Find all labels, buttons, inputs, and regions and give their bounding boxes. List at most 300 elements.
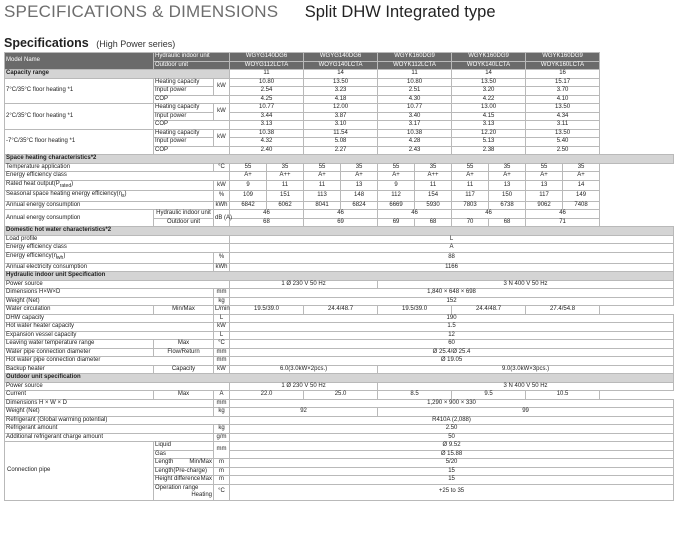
unit: % xyxy=(214,252,230,263)
hot-water-pipe-row xyxy=(5,357,674,366)
row-label: Weight (Net) xyxy=(5,408,214,417)
sub-label: Flow/Return xyxy=(154,348,214,357)
cell: 2.54 xyxy=(230,87,304,96)
cell: 6824 xyxy=(341,201,378,210)
row-label: Power source xyxy=(5,382,230,391)
cell: 150 xyxy=(489,191,526,202)
document-title xyxy=(4,2,496,26)
cell: 2.50 xyxy=(526,146,600,155)
title-subtitle: Split DHW Integrated type xyxy=(304,3,496,21)
load-profile-row xyxy=(5,235,674,244)
row-label: Dimensions H×W×D xyxy=(5,289,214,298)
cell: 4.22 xyxy=(452,95,526,104)
unit: A xyxy=(214,391,230,400)
cell: 35 xyxy=(563,163,600,172)
cell: 3.11 xyxy=(526,121,600,130)
heating-capacity-row xyxy=(5,129,674,138)
capacity-value: 11 xyxy=(378,70,452,79)
cell: 2.51 xyxy=(378,87,452,96)
label-text: ) xyxy=(124,191,127,198)
water-circulation-row xyxy=(5,306,674,315)
row-label: Leaving water temperature range xyxy=(5,340,154,349)
cell: 3.20 xyxy=(452,87,526,96)
row-label: Load profile xyxy=(5,235,230,244)
cell: 2.27 xyxy=(304,146,378,155)
capacity-value: 14 xyxy=(304,70,378,79)
unit: mm xyxy=(214,357,230,366)
cell: 13 xyxy=(489,180,526,191)
cell: 46 xyxy=(230,210,304,219)
cell: 15 xyxy=(230,467,674,476)
cell: 3.87 xyxy=(304,112,378,121)
unit: kg xyxy=(214,408,230,417)
row-label: Additional refrigerant charge amount xyxy=(5,433,214,442)
operation-range-label: Operation range xyxy=(155,484,199,491)
title-main: SPECIFICATIONS & DIMENSIONS xyxy=(4,2,279,21)
cell: 113 xyxy=(304,191,341,202)
cell: 35 xyxy=(341,163,378,172)
outdoor-dimensions-row xyxy=(5,399,674,408)
cell: 3.17 xyxy=(378,121,452,130)
cell: 69 xyxy=(304,218,378,227)
cell: 35 xyxy=(267,163,304,172)
pipe-liquid-label: Liquid xyxy=(155,442,172,449)
cell: A+ xyxy=(489,172,526,181)
indoor-model: WGYK160DG9 xyxy=(452,53,526,62)
cell: L xyxy=(230,235,674,244)
cell: 4.15 xyxy=(452,112,526,121)
sub-label: Max xyxy=(154,391,214,400)
cop-label: COP xyxy=(154,95,230,104)
unit: mm xyxy=(214,348,230,357)
row-label: DHW capacity xyxy=(5,314,214,323)
cell: Ø 25.4/Ø 25.4 xyxy=(230,348,674,357)
sound-indoor-row xyxy=(5,210,674,219)
cell: 154 xyxy=(415,191,452,202)
unit: % xyxy=(214,191,230,202)
cell: 1 Ø 230 V 50 Hz xyxy=(230,280,378,289)
dhw-efficiency-class-row xyxy=(5,244,674,253)
annual-electricity-row xyxy=(5,263,674,272)
outdoor-section-row xyxy=(5,374,674,383)
cell: 10.38 xyxy=(378,129,452,138)
cell: 10.80 xyxy=(230,78,304,87)
section-title: Specifications xyxy=(4,36,89,50)
cell: 1166 xyxy=(230,263,674,272)
unit: m xyxy=(214,476,230,485)
cell: A+ xyxy=(230,172,267,181)
heating-capacity-label: Heating capacity xyxy=(154,129,214,138)
annual-energy-consumption-row xyxy=(5,201,674,210)
row-label: Hot water heater capacity xyxy=(5,323,214,332)
indoor-unit-label: Hydraulic indoor unit xyxy=(154,53,230,62)
row-label: Annual energy consumption xyxy=(5,210,154,227)
refrigerant-row xyxy=(5,416,674,425)
unit: mm xyxy=(214,399,230,408)
row-label xyxy=(5,180,214,191)
unit: kWh xyxy=(214,263,230,272)
connection-pipe-inner xyxy=(6,448,152,493)
label-subscript: rated xyxy=(59,182,72,189)
heating-capacity-row xyxy=(5,104,674,113)
unit: kg xyxy=(214,425,230,434)
sub-label: Capacity xyxy=(154,365,214,374)
unit: kW xyxy=(214,365,230,374)
cell: 3.23 xyxy=(304,87,378,96)
cell: 68 xyxy=(489,218,526,227)
row-label xyxy=(5,191,214,202)
row-label: Power source xyxy=(5,280,230,289)
cell: 68 xyxy=(415,218,452,227)
water-pipe-row xyxy=(5,348,674,357)
cell: A++ xyxy=(267,172,304,181)
input-power-label: Input power xyxy=(154,87,214,96)
cell: 19.5/39.0 xyxy=(378,306,452,315)
cell: 10.77 xyxy=(230,104,304,113)
additional-charge-row xyxy=(5,433,674,442)
cell: 149 xyxy=(563,191,600,202)
cell: A xyxy=(230,244,674,253)
hydraulic-section-row xyxy=(5,272,674,281)
label-text: Rated heat output(P xyxy=(6,180,60,187)
pipe-diameter-cell xyxy=(154,442,214,451)
indoor-model: WGYK160DG9 xyxy=(526,53,600,62)
unit: kW xyxy=(214,180,230,191)
cop-label: COP xyxy=(154,121,230,130)
dhw-efficiency-row xyxy=(5,252,674,263)
cell: 9062 xyxy=(526,201,563,210)
specifications-table xyxy=(4,52,674,501)
outdoor-model: WOYK140LCTA xyxy=(452,61,526,70)
cell: 2.40 xyxy=(230,146,304,155)
cell: 50 xyxy=(230,433,674,442)
space-heating-header: Space heating characteristics*2 xyxy=(5,155,674,164)
expansion-vessel-row xyxy=(5,331,674,340)
cell: 25.0 xyxy=(304,391,378,400)
sub-label: Outdoor unit xyxy=(154,218,214,227)
cell: 3 N 400 V 50 Hz xyxy=(378,280,674,289)
outdoor-model: WOYK112LCTA xyxy=(378,61,452,70)
sub-label: Max xyxy=(154,340,214,349)
connection-pipe-label xyxy=(5,442,154,501)
row-label xyxy=(5,252,214,263)
cell: 13.00 xyxy=(452,104,526,113)
temperature-application-row xyxy=(5,163,674,172)
cell: A+ xyxy=(452,172,489,181)
cell: 13.50 xyxy=(526,129,600,138)
unit: °C xyxy=(214,163,230,172)
hot-water-heater-row xyxy=(5,323,674,332)
cell: 11 xyxy=(452,180,489,191)
cell: 117 xyxy=(452,191,489,202)
indoor-model: WGYG140DG6 xyxy=(230,53,304,62)
condition-label: -7°C/35°C floor heating *1 xyxy=(5,129,154,155)
cell: 3.10 xyxy=(304,121,378,130)
cell: 8041 xyxy=(304,201,341,210)
pipe-length-sub: Min/Max xyxy=(189,459,212,466)
energy-efficiency-class-row xyxy=(5,172,674,181)
cell: 7408 xyxy=(563,201,600,210)
cell: 109 xyxy=(230,191,267,202)
unit: L xyxy=(214,331,230,340)
cell: 55 xyxy=(378,163,415,172)
cell: Ø 9.52 xyxy=(230,442,674,451)
cell: 55 xyxy=(452,163,489,172)
cell: 24.4/48.7 xyxy=(304,306,378,315)
cell: 11 xyxy=(267,180,304,191)
cell: 24.4/48.7 xyxy=(452,306,526,315)
row-label: Expansion vessel capacity xyxy=(5,331,214,340)
cell: R410A (2,088) xyxy=(230,416,674,425)
cell: Ø 15.88 xyxy=(230,450,674,459)
label-text: ) xyxy=(71,180,74,187)
cell: 6.0(3.0kW×2pcs.) xyxy=(230,365,378,374)
cell: 12.20 xyxy=(452,129,526,138)
cop-label: COP xyxy=(154,146,230,155)
cell: 15 xyxy=(230,476,674,485)
current-row xyxy=(5,391,674,400)
cell: 9 xyxy=(378,180,415,191)
pipe-precharge-label: Length(Pre-charge) xyxy=(154,467,214,476)
outdoor-model: WOYG112LCTA xyxy=(230,61,304,70)
pipe-length-label: Length xyxy=(155,459,174,466)
cell: 10.77 xyxy=(378,104,452,113)
outdoor-model: WOYK160LCTA xyxy=(526,61,600,70)
cell: 3.13 xyxy=(230,121,304,130)
indoor-model: WGYK160DG9 xyxy=(378,53,452,62)
cell: 7803 xyxy=(452,201,489,210)
cell: 190 xyxy=(230,314,674,323)
row-label: Refrigerant amount xyxy=(5,425,214,434)
cell: 4.30 xyxy=(378,95,452,104)
indoor-model: WGYG140DG6 xyxy=(304,53,378,62)
unit: m xyxy=(214,459,230,468)
cell: 1.5 xyxy=(230,323,674,332)
cell: 88 xyxy=(230,252,674,263)
cell: A+ xyxy=(341,172,378,181)
label-text: Energy efficiency(η xyxy=(6,252,57,259)
pipe-height-label: Height difference xyxy=(155,476,201,483)
cell: 6669 xyxy=(378,201,415,210)
unit: dB (A) xyxy=(214,210,230,227)
input-power-label: Input power xyxy=(154,138,214,147)
cell: +25 to 35 xyxy=(230,484,674,500)
cell: 6738 xyxy=(489,201,526,210)
cell: 13 xyxy=(341,180,378,191)
cell: 4.32 xyxy=(230,138,304,147)
cell: 60 xyxy=(230,340,674,349)
cell: 3.13 xyxy=(452,121,526,130)
pipe-gas-cell xyxy=(154,450,214,459)
unit: L xyxy=(214,314,230,323)
pipe-height-sub: Max xyxy=(200,476,212,483)
cell: 46 xyxy=(304,210,378,219)
row-label: Energy efficiency class xyxy=(5,244,230,253)
cell: Ø 19.05 xyxy=(230,357,674,366)
cell: 10.38 xyxy=(230,129,304,138)
row-label: Annual electricity consumption xyxy=(5,263,214,272)
refrigerant-amount-row xyxy=(5,425,674,434)
capacity-range-label: Capacity range xyxy=(5,70,230,79)
cell: 1 Ø 230 V 50 Hz xyxy=(230,382,378,391)
row-label: Hot water pipe connection diameter xyxy=(5,357,214,366)
dhw-section-row xyxy=(5,227,674,236)
cell: 4.18 xyxy=(304,95,378,104)
cell: 14 xyxy=(563,180,600,191)
row-label: Weight (Net) xyxy=(5,297,214,306)
space-heating-section-row xyxy=(5,155,674,164)
unit: °C xyxy=(214,340,230,349)
cell: 4.10 xyxy=(526,95,600,104)
dhw-capacity-row xyxy=(5,314,674,323)
cell: 5.08 xyxy=(304,138,378,147)
hydraulic-weight-row xyxy=(5,297,674,306)
rated-heat-output-row xyxy=(5,180,674,191)
cell: 69 xyxy=(378,218,415,227)
cell: 2.43 xyxy=(378,146,452,155)
cell: 8.5 xyxy=(378,391,452,400)
cell: 5.40 xyxy=(526,138,600,147)
cell: 9 xyxy=(230,180,267,191)
outdoor-weight-row xyxy=(5,408,674,417)
hydraulic-dimensions-row xyxy=(5,289,674,298)
outdoor-model: WOYG140LCTA xyxy=(304,61,378,70)
row-label: Temperature application xyxy=(5,163,214,172)
input-power-label: Input power xyxy=(154,112,214,121)
cell: 4.34 xyxy=(526,112,600,121)
label-text: Seasonal space heating energy efficiency(η xyxy=(6,191,122,198)
connection-pipe-text: Connection pipe xyxy=(7,467,51,474)
cell: A++ xyxy=(415,172,452,181)
cell: 4.28 xyxy=(378,138,452,147)
cell: 9.0(3.0kW×3pcs.) xyxy=(378,365,674,374)
cell: 55 xyxy=(526,163,563,172)
cell: 112 xyxy=(378,191,415,202)
cell: 46 xyxy=(452,210,526,219)
cell: 1,290 × 900 × 330 xyxy=(230,399,674,408)
cell: 15.17 xyxy=(526,78,600,87)
outdoor-unit-label: Outdoor unit xyxy=(154,61,230,70)
cell: 11 xyxy=(415,180,452,191)
label-subscript: wh xyxy=(56,255,64,262)
cell: 35 xyxy=(489,163,526,172)
unit: kWh xyxy=(214,201,230,210)
seasonal-efficiency-row xyxy=(5,191,674,202)
section-heading xyxy=(4,34,175,52)
pipe-height-cell xyxy=(154,476,214,485)
cell: A+ xyxy=(378,172,415,181)
cell: 5.13 xyxy=(452,138,526,147)
model-row-indoor xyxy=(5,53,674,62)
cell: 151 xyxy=(267,191,304,202)
cell: 148 xyxy=(341,191,378,202)
cell: 1,840 × 648 × 698 xyxy=(230,289,674,298)
cell: 3.70 xyxy=(526,87,600,96)
capacity-range-row xyxy=(5,70,674,79)
unit: kW xyxy=(214,323,230,332)
cell: 2.50 xyxy=(230,425,674,434)
capacity-value: 16 xyxy=(526,70,600,79)
unit: m xyxy=(214,467,230,476)
cell: 13.50 xyxy=(304,78,378,87)
heating-capacity-label: Heating capacity xyxy=(154,104,214,113)
unit-kw: kW xyxy=(214,104,230,121)
cell: 71 xyxy=(526,218,600,227)
condition-label: 2°C/35°C floor heating *1 xyxy=(5,104,154,130)
cell: 152 xyxy=(230,297,674,306)
unit: mm xyxy=(214,289,230,298)
row-label: Refrigerant (Global warming potential) xyxy=(5,416,230,425)
cell: A+ xyxy=(526,172,563,181)
cell: 27.4/54.8 xyxy=(526,306,600,315)
cell: 55 xyxy=(304,163,341,172)
cell: 70 xyxy=(452,218,489,227)
pipe-gas-label: Gas xyxy=(155,450,167,457)
cell: 13.50 xyxy=(526,104,600,113)
cell: 4.25 xyxy=(230,95,304,104)
cell: 6842 xyxy=(230,201,267,210)
cell: 3 N 400 V 50 Hz xyxy=(378,382,674,391)
cell: 46 xyxy=(378,210,452,219)
cell: 55 xyxy=(230,163,267,172)
cell: 10.5 xyxy=(526,391,600,400)
cell: 6062 xyxy=(267,201,304,210)
cell: 9.5 xyxy=(452,391,526,400)
cell: 2.38 xyxy=(452,146,526,155)
section-note: (High Power series) xyxy=(96,39,176,49)
dhw-header: Domestic hot water characteristics*2 xyxy=(5,227,674,236)
cell: 19.5/39.0 xyxy=(230,306,304,315)
label-text: ) xyxy=(63,252,66,259)
cell: A+ xyxy=(304,172,341,181)
cell: 3.44 xyxy=(230,112,304,121)
cell: 10.80 xyxy=(378,78,452,87)
backup-heater-row xyxy=(5,365,674,374)
leaving-water-row xyxy=(5,340,674,349)
unit: °C xyxy=(214,484,230,500)
sub-label: Min/Max xyxy=(154,306,214,315)
cell: 22.0 xyxy=(230,391,304,400)
row-label: Dimensions H × W × D xyxy=(5,399,214,408)
cell: 5/20 xyxy=(230,459,674,468)
hydraulic-header: Hydraulic indoor unit Specification xyxy=(5,272,674,281)
cell: 13 xyxy=(526,180,563,191)
hydraulic-power-source-row xyxy=(5,280,674,289)
unit: kg xyxy=(214,297,230,306)
outdoor-header: Outdoor unit specification xyxy=(5,374,674,383)
cell: 12 xyxy=(230,331,674,340)
cell: 68 xyxy=(230,218,304,227)
row-label: Energy efficiency class xyxy=(5,172,230,181)
cell: 11 xyxy=(304,180,341,191)
capacity-value: 11 xyxy=(230,70,304,79)
sub-label: Hydraulic indoor unit xyxy=(154,210,214,219)
model-name-label: Model Name xyxy=(5,53,154,70)
unit-kw: kW xyxy=(214,129,230,146)
pipe-liquid-row xyxy=(5,442,674,451)
operation-range-cell xyxy=(154,484,214,500)
row-label: Annual energy consumption xyxy=(5,201,214,210)
unit: mm xyxy=(214,442,230,459)
row-label: Water circulation xyxy=(5,306,154,315)
outdoor-power-source-row xyxy=(5,382,674,391)
row-label: Water pipe connection diameter xyxy=(5,348,154,357)
operation-range-sub: Heating xyxy=(191,492,212,499)
unit: g/m xyxy=(214,433,230,442)
heating-capacity-label: Heating capacity xyxy=(154,78,214,87)
cell: 35 xyxy=(415,163,452,172)
cell: 13.50 xyxy=(452,78,526,87)
